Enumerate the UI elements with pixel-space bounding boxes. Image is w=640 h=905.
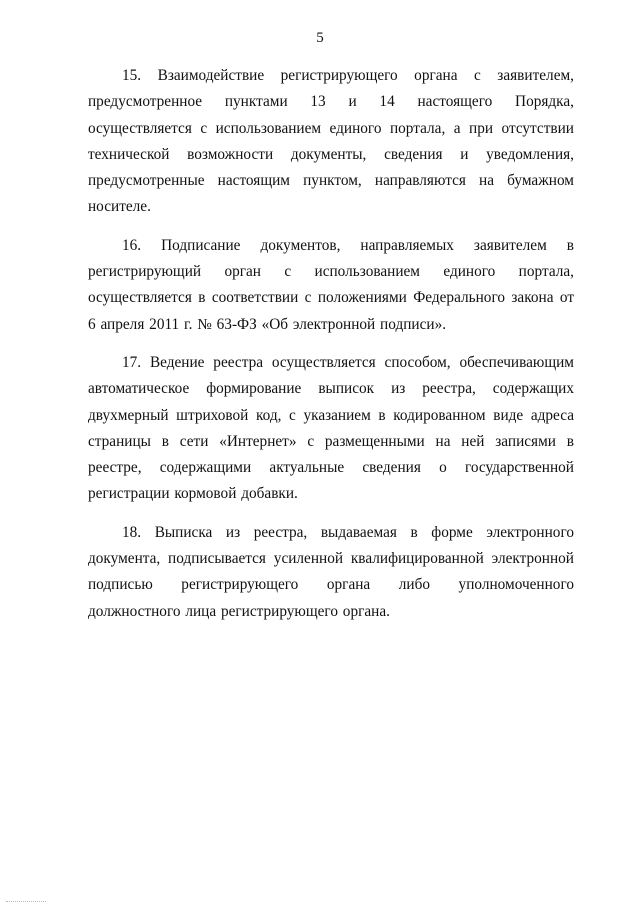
scan-artifact [6, 899, 46, 902]
paragraph-15: 15. Взаимодействие регистрирующего органа с заявителем, предусмотренное пунктами 13 и 14 настоящего Порядка, осуществляется с использованием единого портала, а при отсутствии технической возможности документы, сведения и уведомления, предусмотренные настоящим пунктом, направляются на бумажном носителе. [88, 67, 574, 216]
paragraph-16: 16. Подписание документов, направляемых заявителем в регистрирующий орган с использованием единого портала, осуществляется в соответствии с положениями Федерального закона от 6 апреля 2011 г. № 63-ФЗ «Об электронной подписи». [88, 236, 574, 333]
page-number: 5 [316, 30, 324, 46]
paragraph-17: 17. Ведение реестра осуществляется способом, обеспечивающим автоматическое формирование выписок из реестра, содержащих двухмерный штриховой код, с указанием в кодированном виде адреса страницы в сети «Интернет» с размещенными на ней записями в реестре, содержащими актуальные сведения о государственной регистрации кормовой добавки. [88, 353, 574, 503]
paragraph-18: 18. Выписка из реестра, выдаваемая в форме электронного документа, подписывается усиленной квалифицированной электронной подписью регистрирующего органа либо уполномоченного должностного лица регистрирующего органа. [88, 523, 574, 620]
document-body [88, 63, 574, 637]
